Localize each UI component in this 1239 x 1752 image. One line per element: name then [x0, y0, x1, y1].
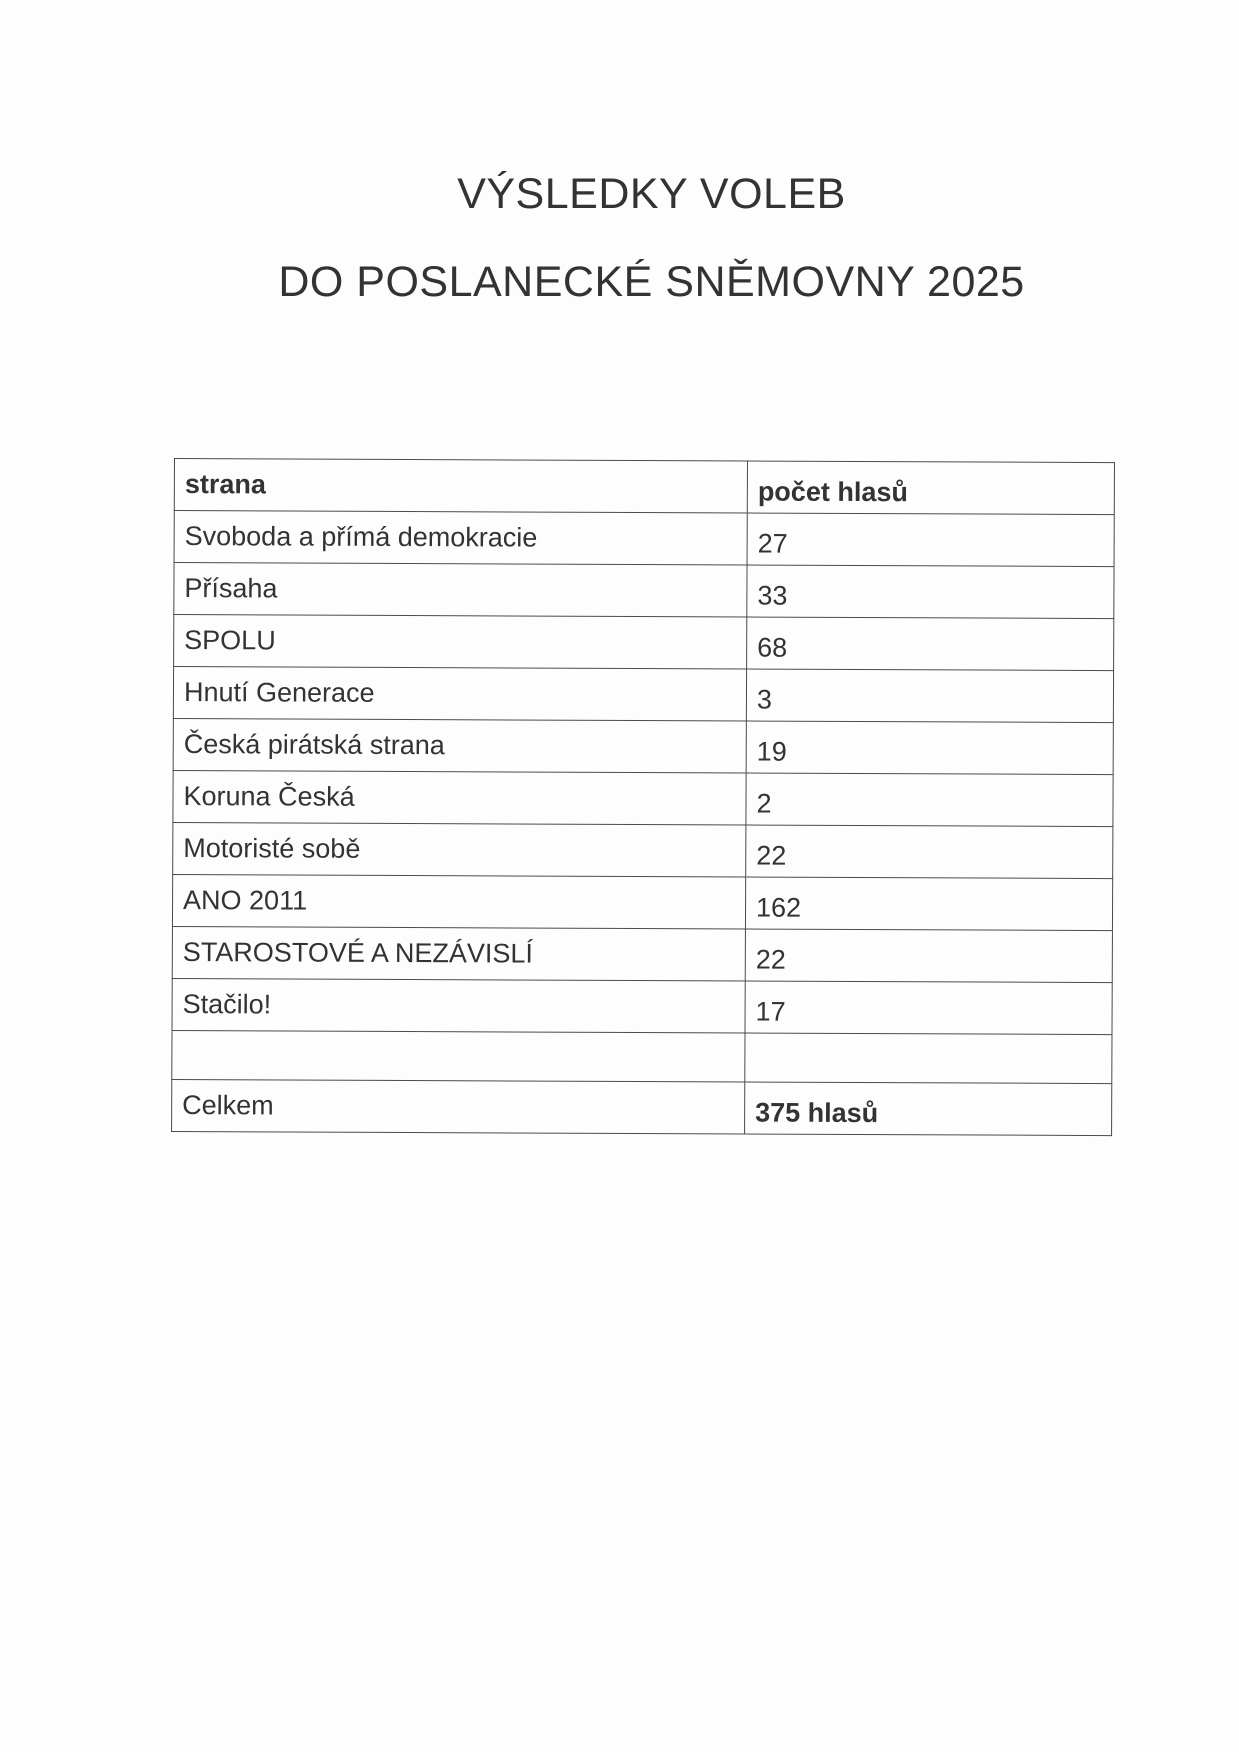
vote-count: 27 — [747, 513, 1114, 567]
table-row — [172, 874, 1112, 930]
table-row — [173, 770, 1113, 826]
party-name: STAROSTOVÉ A NEZÁVISLÍ — [172, 926, 745, 980]
vote-count: 22 — [745, 929, 1112, 983]
party-name: Svoboda a přímá demokracie — [174, 511, 747, 565]
party-name: Přísaha — [174, 563, 747, 617]
table-row — [174, 615, 1114, 671]
vote-count: 22 — [746, 825, 1113, 879]
total-row — [172, 1079, 1112, 1135]
total-label: Celkem — [172, 1079, 745, 1133]
party-name: Motoristé sobě — [173, 822, 746, 876]
table-row — [172, 926, 1112, 982]
header-votes: počet hlasů — [747, 461, 1114, 515]
table-row — [174, 511, 1114, 567]
vote-count: 33 — [747, 565, 1114, 619]
vote-count: 17 — [745, 981, 1112, 1035]
blank-cell — [745, 1033, 1112, 1084]
party-name: Koruna Česká — [173, 770, 746, 824]
vote-count: 19 — [746, 721, 1113, 775]
document-title: VÝSLEDKY VOLEB — [457, 170, 846, 218]
table-row — [172, 978, 1112, 1034]
results-table — [171, 458, 1115, 1136]
table-header-row — [174, 459, 1114, 515]
table-row — [173, 718, 1113, 774]
vote-count: 162 — [745, 877, 1112, 931]
vote-count: 2 — [746, 773, 1113, 827]
blank-cell — [172, 1030, 745, 1081]
header-party: strana — [174, 459, 747, 513]
party-name: ANO 2011 — [172, 874, 745, 928]
results-table-container — [171, 458, 1115, 1136]
table-row — [173, 822, 1113, 878]
table-row — [174, 563, 1114, 619]
blank-row — [172, 1030, 1112, 1083]
party-name: Česká pirátská strana — [173, 718, 746, 772]
vote-count: 3 — [746, 669, 1113, 723]
table-row — [173, 667, 1113, 723]
document-subtitle: DO POSLANECKÉ SNĚMOVNY 2025 — [278, 258, 1025, 306]
vote-count: 68 — [747, 617, 1114, 671]
party-name: Hnutí Generace — [173, 667, 746, 721]
party-name: SPOLU — [174, 615, 747, 669]
total-votes: 375 hlasů — [745, 1082, 1112, 1136]
party-name: Stačilo! — [172, 978, 745, 1032]
